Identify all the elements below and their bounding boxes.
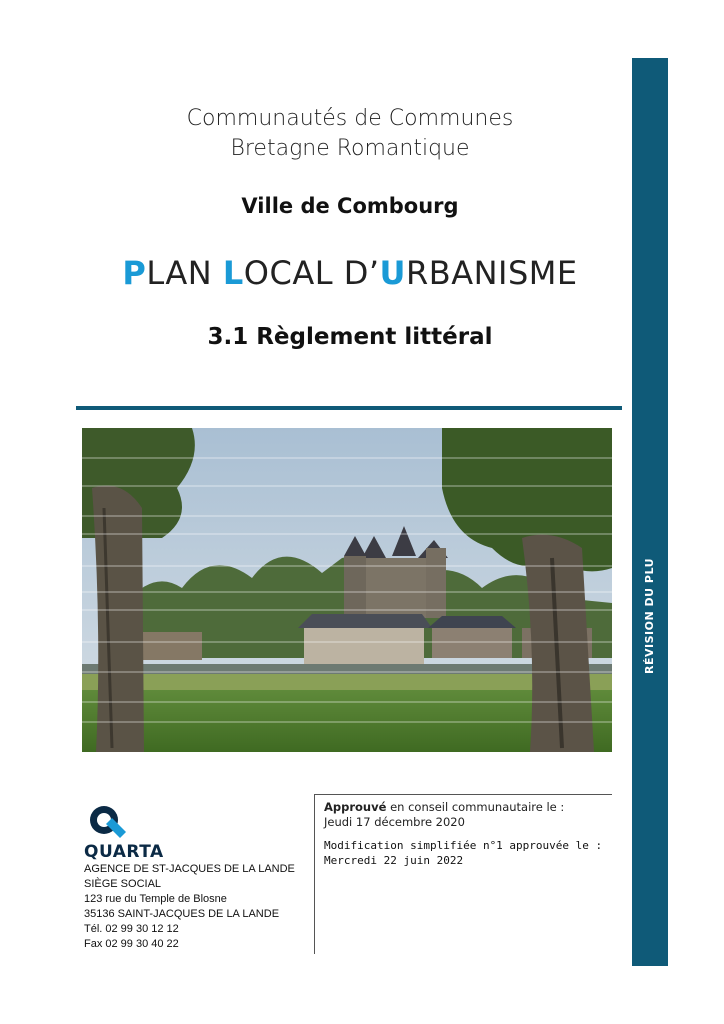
cover-photo [82, 428, 612, 752]
plu-cap-u: U [379, 254, 407, 292]
approval-block [324, 800, 564, 830]
approved-word: Approuvé [324, 800, 387, 814]
plu-rest-1: LAN [146, 254, 223, 292]
plu-rest-3: RBANISME [406, 254, 578, 292]
approved-date: Jeudi 17 décembre 2020 [324, 815, 465, 829]
approval-divider-vertical [314, 794, 315, 954]
sidebar-label: RÉVISION DU PLU [643, 558, 656, 674]
plu-rest-2: OCAL D’ [243, 254, 380, 292]
agency-fax: Fax 02 99 30 40 22 [84, 938, 179, 950]
approval-divider-horizontal [314, 794, 612, 795]
city-name: Ville de Combourg [241, 194, 459, 218]
agency-line-2: SIÈGE SOCIAL [84, 878, 162, 890]
modification-label: Modification simplifiée n°1 approuvée le : [324, 839, 603, 852]
regulation-title: 3.1 Règlement littéral [207, 324, 493, 350]
agency-line-4: 35136 SAINT-JACQUES DE LA LANDE [84, 908, 280, 920]
org-line-1: Communautés de Communes [186, 106, 514, 131]
plu-cap-p: P [122, 254, 147, 292]
plu-cap-l: L [222, 254, 244, 292]
agency-line-1: AGENCE DE ST-JACQUES DE LA LANDE [84, 863, 295, 875]
title-rule [76, 406, 622, 410]
modification-date: Mercredi 22 juin 2022 [324, 854, 464, 867]
agency-address [84, 862, 295, 952]
plu-title [0, 254, 700, 292]
approved-rest: en conseil communautaire le : [386, 800, 565, 814]
agency-line-3: 123 rue du Temple de Blosne [84, 893, 227, 905]
modification-block [324, 838, 602, 868]
agency-tel: Tél. 02 99 30 12 12 [84, 923, 179, 935]
org-line-2: Bretagne Romantique [230, 136, 470, 161]
logo-text: QUARTA [84, 842, 164, 862]
organization-title [0, 104, 700, 164]
